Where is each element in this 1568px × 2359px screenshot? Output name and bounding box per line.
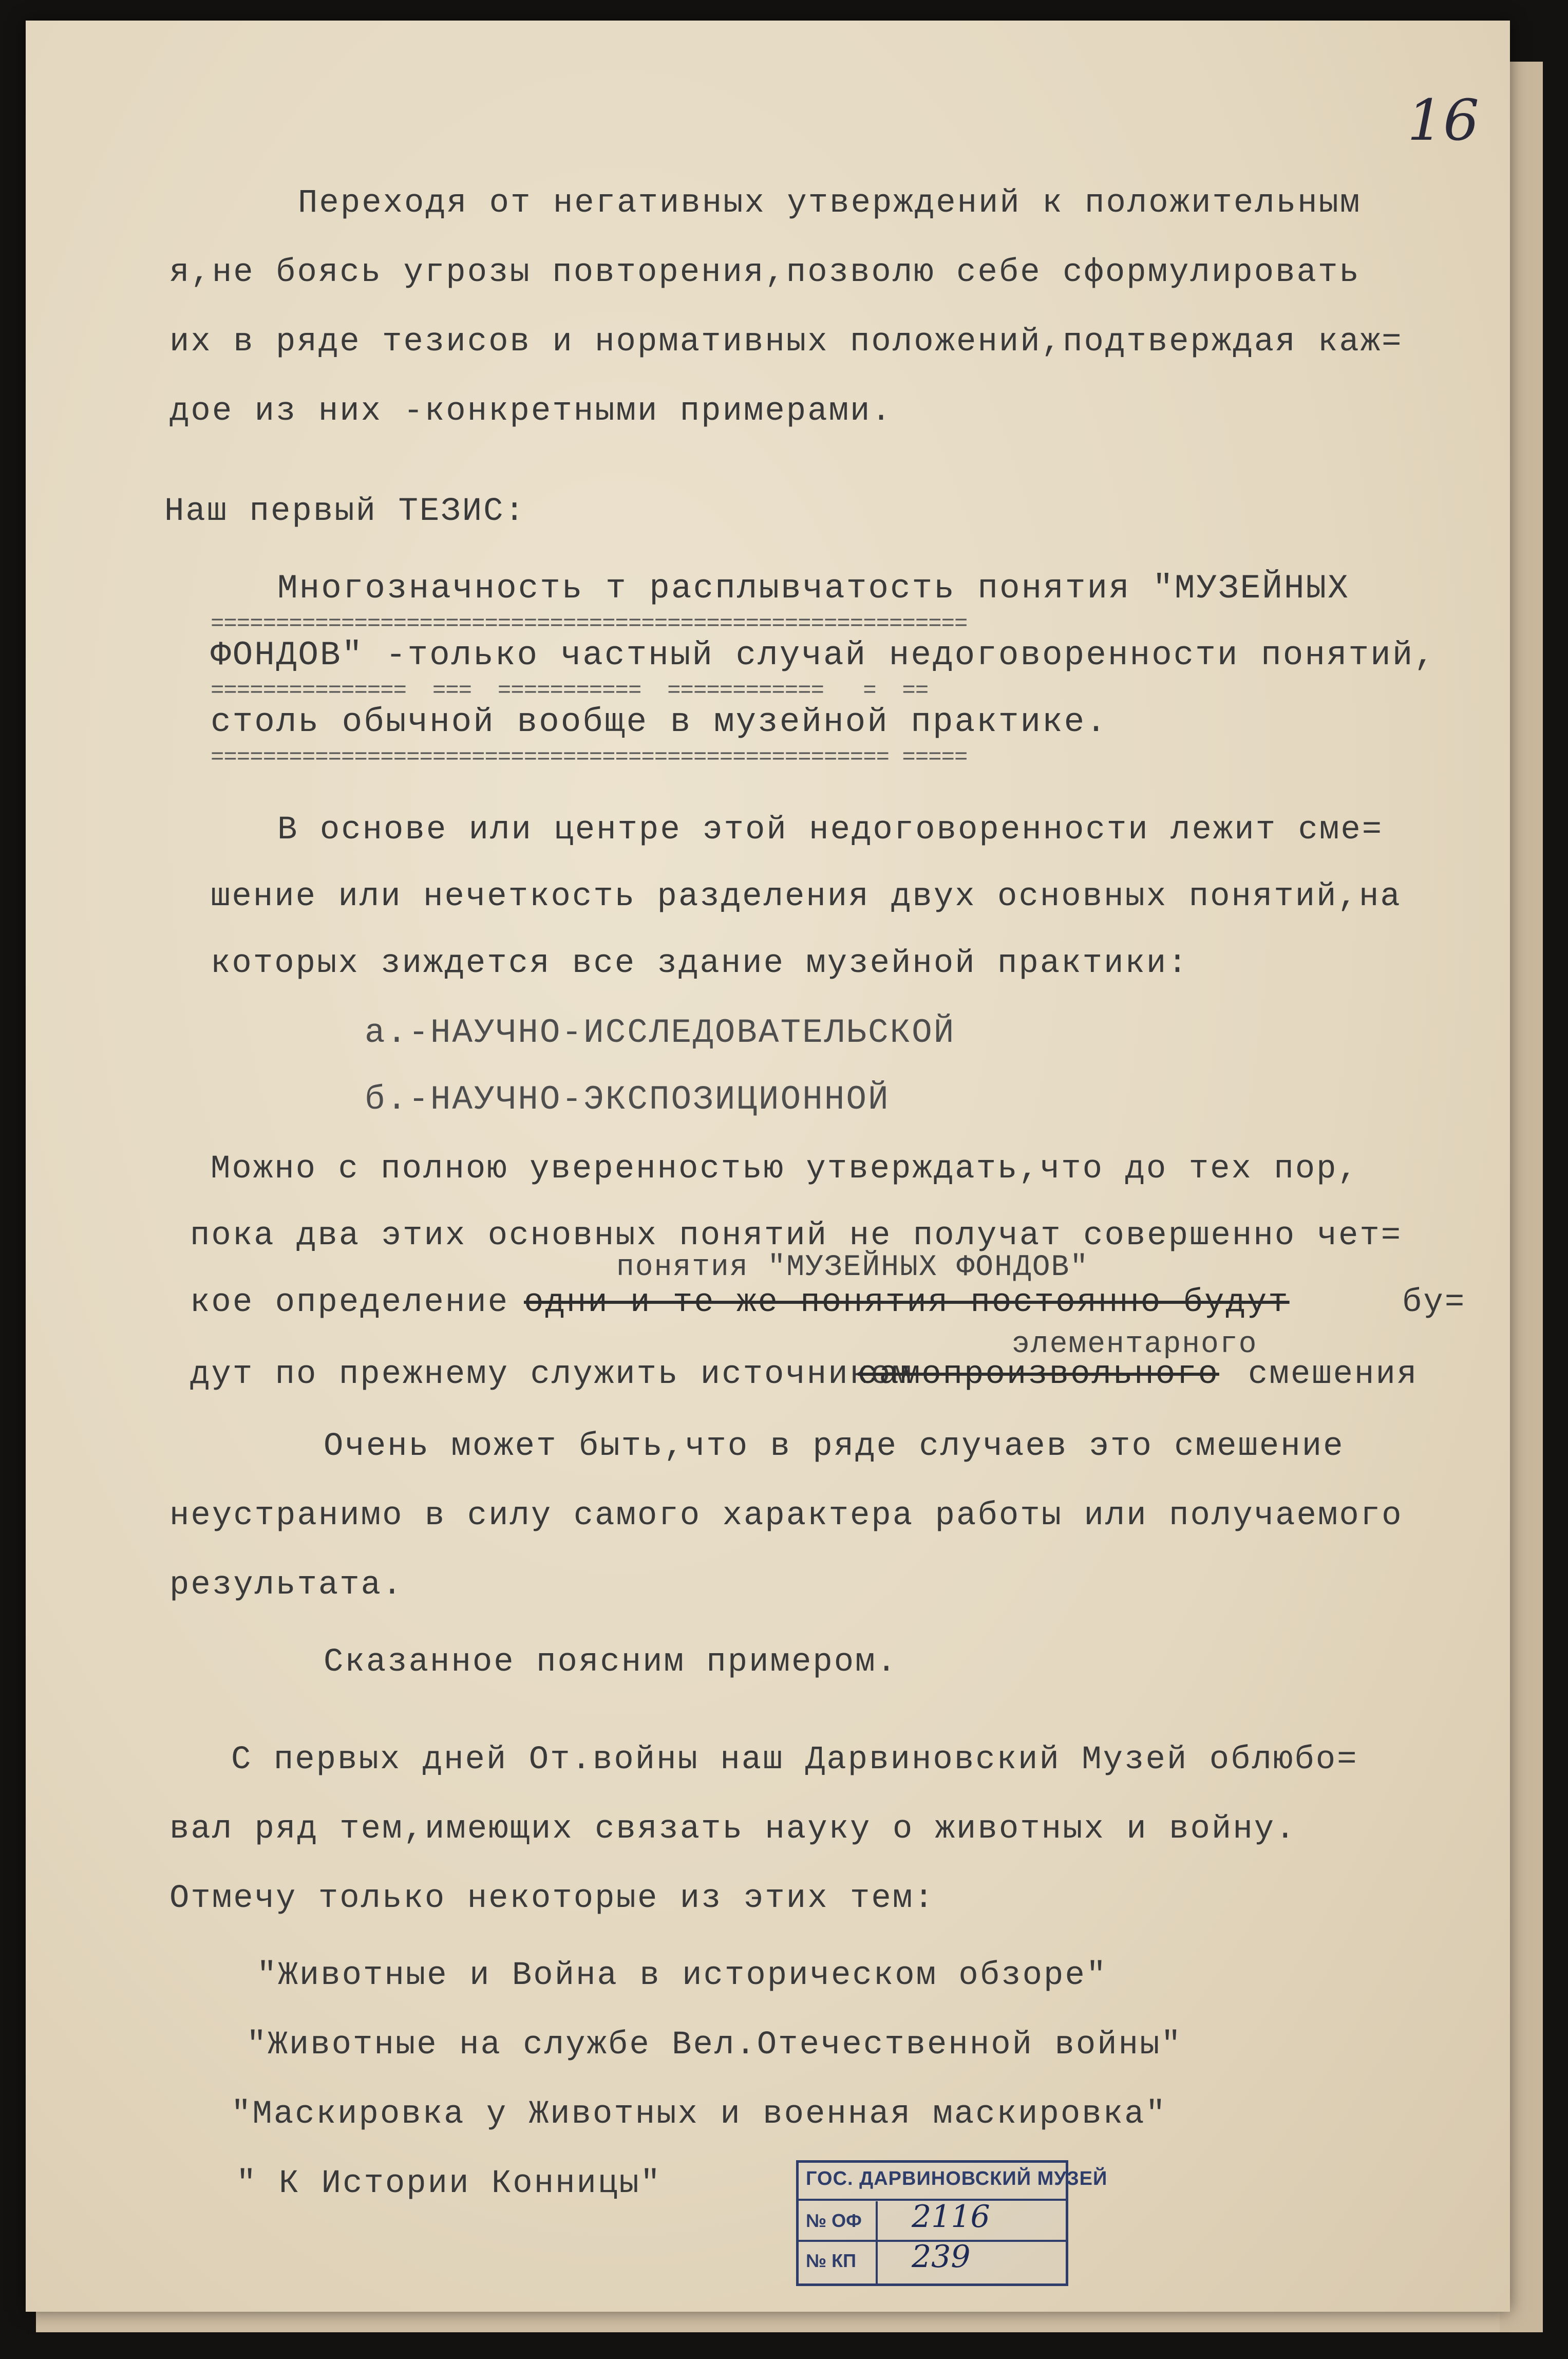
maybe-line-1: Очень может быть,что в ряде случаев это смешение <box>324 1428 1345 1465</box>
topic-3: "Маскировка у Животных и военная маскировка" <box>231 2096 1167 2133</box>
thesis-line-2: ФОНДОВ" -только частный случай недоговоренности понятий, <box>211 636 1436 675</box>
claim-insert-word: элементарного <box>1012 1328 1258 1361</box>
claim-struck-text-2: самопроизвольного <box>858 1356 1219 1393</box>
topic-4: " К Истории Конницы" <box>236 2165 662 2202</box>
basis-item-b: б.-НАУЧНО-ЭКСПОЗИЦИОННОЙ <box>365 1080 890 1119</box>
maybe-line-2: неустранимо в силу самого характера работы или получаемого <box>169 1497 1403 1534</box>
example-intro: Сказанное поясним примером. <box>324 1644 898 1681</box>
claim-line-1: Можно с полною уверенностью утверждать,что до тех пор, <box>211 1151 1359 1188</box>
thesis-line-3: столь обычной вообще в музейной практике. <box>211 703 1108 741</box>
claim-line-4: дут по прежнему служить источником <box>190 1356 913 1393</box>
basis-item-a: а.-НАУЧНО-ИССЛЕДОВАТЕЛЬСКОЙ <box>365 1014 956 1052</box>
basis-line-2: шение или нечеткость разделения двух основных понятий,на <box>211 878 1402 915</box>
claim-line-3-end: бу= <box>1402 1284 1466 1321</box>
thesis-rule-1: ========================================================== <box>211 611 968 637</box>
stamp-row1-label: № ОФ <box>806 2210 862 2231</box>
maybe-line-3: результата. <box>169 1567 404 1604</box>
topic-1: "Животные и Война в историческом обзоре" <box>257 1957 1108 1994</box>
claim-insertion-above: понятия "МУЗЕЙНЫХ ФОНДОВ" <box>616 1251 1089 1284</box>
war-line-3: Отмечу только некоторые из этих тем: <box>169 1880 935 1917</box>
basis-line-3: которых зиждется все здание музейной практики: <box>211 945 1189 982</box>
stamp-title: ГОС. ДАРВИНОВСКИЙ МУЗЕЙ <box>806 2168 1108 2189</box>
claim-line-4-end: смешения <box>1248 1356 1419 1393</box>
document-page <box>26 21 1510 2312</box>
stamp-row2-value: 239 <box>912 2239 971 2275</box>
intro-line-4: дое из них -конкретными примерами. <box>169 393 893 430</box>
intro-line-2: я,не боясь угрозы повторения,позволю себе сформулировать <box>169 254 1361 291</box>
museum-inventory-stamp <box>796 2160 1108 2286</box>
topic-2: "Животные на службе Вел.Отечественной войны" <box>247 2027 1182 2064</box>
claim-line-3: кое определение - <box>190 1284 552 1321</box>
stamp-row2-label: № КП <box>806 2250 856 2271</box>
thesis-rule-2: =============== === =========== ============ = == <box>211 678 929 704</box>
thesis-line-1: Многозначность т расплывчатость понятия "МУЗЕЙНЫХ <box>277 569 1350 608</box>
claim-line-2: пока два этих основных понятий не получат совершенно чет= <box>190 1218 1403 1255</box>
basis-line-1: В основе или центре этой недоговоренности лежит сме= <box>277 812 1384 849</box>
war-line-2: вал ряд тем,имеющих связать науку о животных и войну. <box>169 1811 1297 1848</box>
war-line-1: С первых дней От.войны наш Дарвиновский Музей облюбо= <box>231 1742 1358 1778</box>
thesis-rule-3: ==================================================== ===== <box>211 745 968 771</box>
intro-line-3: их в ряде тезисов и нормативных положений,подтверждая каж= <box>169 324 1403 361</box>
thesis-heading: Наш первый ТЕЗИС: <box>164 493 526 530</box>
stamp-row1-value: 2116 <box>912 2199 990 2235</box>
claim-struck-text: одни и те же понятия постоянно будут <box>524 1284 1290 1321</box>
intro-line-1: Переходя от негативных утверждений к положительным <box>298 185 1362 222</box>
page-number: 16 <box>1407 87 1479 153</box>
